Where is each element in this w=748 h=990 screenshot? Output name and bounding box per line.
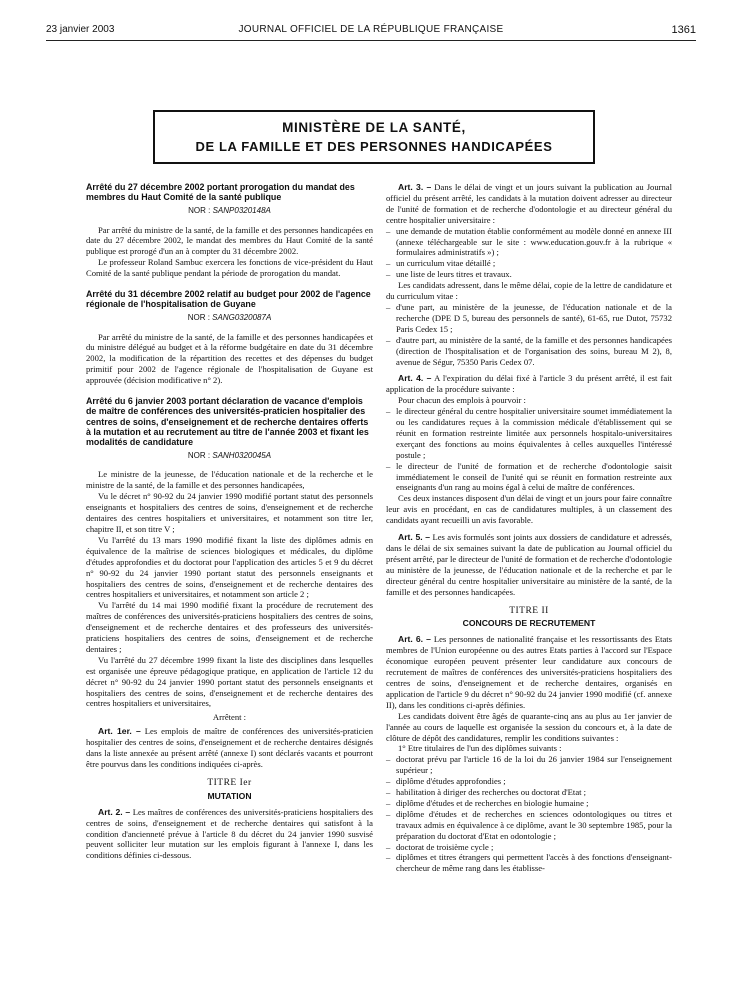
header-rule bbox=[46, 40, 696, 41]
diploma-list bbox=[386, 754, 672, 874]
decree-2-title: Arrêté du 31 décembre 2002 relatif au budget pour 2002 de l'agence régionale de l'hospitalisation de Guyane bbox=[86, 289, 371, 310]
decree-2-paragraph: Par arrêté du ministre de la santé, de la famille et des personnes handicapées et du ministre délégué au budget et à la réforme budgétaire en date du 31 décembre 2002, la modification de la répartition des recettes et des dépenses du budget primitif pour 2002 de l'agence régionale de l'hospitalisation de Guyane est approuvée (décision modificative n° 2). bbox=[86, 331, 373, 386]
article-3-list bbox=[386, 226, 672, 281]
decree-1-paragraph: Le professeur Roland Sambuc exercera les fonctions de vice-président du Haut Comité de la santé publique pendant la période de prorogation du mandat. bbox=[86, 257, 373, 279]
article-6-paragraph: Les candidats doivent être âgés de quarante-cinq ans au plus au 1er janvier de l'année au cours de laquelle est organisée la session du concours et, à la date de clôture de dépôt des candidatures, remplir les conditions suivantes : bbox=[386, 710, 672, 743]
article-4: Art. 4. – A l'expiration du délai fixé à l'article 3 du présent arrêté, il est fait application de la procédure suivante : bbox=[386, 373, 672, 395]
article-3: Art. 3. – Dans le délai de vingt et un jours suivant la publication au Journal officiel du présent arrêté, les candidats à la mutation doivent adresser au directeur de l'unité de formation et de recherche d'odontologie et au directeur général du centre hospitalier universitaire : bbox=[386, 182, 672, 225]
list-item: – d'autre part, au ministère de la santé, de la famille et des personnes handicapées (direction de l'hospitalisation et de l'organisation des soins, bureau M 2), 8, avenue de Ségur, 75350 Paris Cedex 07. bbox=[386, 335, 672, 368]
titre-2-heading: TITRE II bbox=[509, 605, 549, 616]
article-2: Art. 2. – Les maîtres de conférences des universités-praticiens hospitaliers des centres de soins, d'enseignement et de recherche dentaires qui satisfont à la condition d'ancienneté prévue à l'article 8 du décret du 24 janvier 1990 susvisé peuvent solliciter leur mutation sur les emplois figurant à l'annexe I, dans les conditions définies ci-dessous. bbox=[86, 806, 373, 861]
list-item: – une liste de leurs titres et travaux. bbox=[386, 269, 672, 280]
decree-1-title: Arrêté du 27 décembre 2002 portant prorogation du mandat des membres du Haut Comité de la santé publique bbox=[86, 182, 355, 203]
decree-3-paragraph: Vu le décret n° 90-92 du 24 janvier 1990 modifié portant statut des personnels enseignants et hospitaliers des centres de soins, d'enseignement et de recherche dentaires des centres hospitaliers et universitaires, et notamment son titre Ier, chapitre II, et son titre V ; bbox=[86, 491, 373, 534]
header-journal-title: JOURNAL OFFICIEL DE LA RÉPUBLIQUE FRANÇAISE bbox=[238, 24, 504, 35]
arretent-label: Arrêtent : bbox=[212, 712, 247, 723]
article-3-address-list bbox=[386, 302, 672, 367]
list-item: – doctorat de troisième cycle ; bbox=[386, 842, 672, 853]
left-column bbox=[86, 182, 373, 861]
titre-1-heading: TITRE Ier bbox=[207, 777, 252, 788]
decree-3-title: Arrêté du 6 janvier 2003 portant déclaration de vacance d'emplois de maître de conférences des universités-praticien hospitalier des centres de soins, d'enseignement et de recherche dentaires offerts à la mutation et au recrutement au titre de l'année 2003 et fixant les modalités de candidature bbox=[86, 396, 369, 448]
list-item: – doctorat prévu par l'article 16 de la loi du 26 janvier 1984 sur l'enseignement supérieur ; bbox=[386, 754, 672, 776]
list-item: – un curriculum vitae détaillé ; bbox=[386, 258, 672, 269]
ministry-title-line2: DE LA FAMILLE ET DES PERSONNES HANDICAPÉES bbox=[195, 139, 553, 154]
article-4-paragraph: Pour chacun des emplois à pourvoir : bbox=[398, 395, 526, 406]
decree-1-paragraph: Par arrêté du ministre de la santé, de la famille et des personnes handicapées en date du 27 décembre 2002, le mandat des membres du Haut Comité de la santé publique est prorogé d'un an à compter du 31 décembre 2002. bbox=[86, 224, 373, 257]
article-5: Art. 5. – Les avis formulés sont joints aux dossiers de candidature et adressés, dans le délai de six semaines suivant la date de publication au Journal officiel du présent arrêté, par le directeur de l'unité de formation et de recherche d'odontologie au ministère de la jeunesse, de l'éducation nationale et de la recherche et par le directeur général du centre hospitalier universitaire au ministère de la santé, de la famille et des personnes handicapées. bbox=[386, 532, 672, 597]
right-column bbox=[386, 182, 672, 874]
ministry-title-line1: MINISTÈRE DE LA SANTÉ, bbox=[282, 120, 466, 135]
header-date: 23 janvier 2003 bbox=[46, 24, 115, 35]
ministry-box bbox=[153, 110, 595, 164]
decree-3-paragraph: Vu l'arrêté du 13 mars 1990 modifié fixant la liste des diplômes admis en équivalence de la maîtrise de sciences biologiques et médicales, du diplôme d'études approfondies et du doctorat pour l'application des articles 5 et 9 du décret n° 90-92 du 24 janvier 1990 portant statut des personnels enseignants et hospitaliers des centres de soins, d'enseignement et de recherche dentaires des centres hospitaliers et universitaires, et notamment son article 2 ; bbox=[86, 534, 373, 600]
decree-3-paragraph: Vu l'arrêté du 27 décembre 1999 fixant la liste des disciplines dans lesquelles est organisée une épreuve pédagogique pratique, en application de l'article 12 du décret n° 90-92 du 24 janvier 1990 portant statut des personnels enseignants et hospitaliers des centres de soins, d'enseignement et de recherche dentaires des centres hospitaliers et universitaires, bbox=[86, 654, 373, 709]
list-item: – diplôme d'études approfondies ; bbox=[386, 776, 672, 787]
list-item: – le directeur de l'unité de formation et de recherche d'odontologie saisit immédiatement le conseil de l'unité qui se réunit en formation restreinte aux enseignants d'un rang au moins égal à celui de maître de conférences. bbox=[386, 461, 672, 494]
decree-3-paragraph: Le ministre de la jeunesse, de l'éducation nationale et de la recherche et le ministre de la santé, de la famille et des personnes handicapées, bbox=[86, 469, 373, 491]
list-item: – diplôme d'études et de recherches en biologie humaine ; bbox=[386, 798, 672, 809]
decree-2-nor: NOR : SANG0320087A bbox=[187, 312, 272, 322]
article-1: Art. 1er. – Les emplois de maître de conférences des universités-praticien hospitalier des centres de soins, d'enseignement et de recherche dentaires désignés dans la liste annexée au présent arrêté (annexe I) sont déclarés vacants et pourront être pourvus dans les conditions indiquées ci-après. bbox=[86, 726, 373, 770]
list-item: – le directeur général du centre hospitalier universitaire soumet immédiatement la ou les candidatures reçues à la commission médicale d'établissement qui se réunit en formation restreinte limitée aux personnels hospitalo-universitaires exerçant des fonctions au moins équivalentes à celles auxquelles l'intéressé postule ; bbox=[386, 406, 672, 461]
header-page-number: 1361 bbox=[671, 24, 696, 36]
decree-3-paragraph: Vu l'arrêté du 14 mai 1990 modifié fixant la procédure de recrutement des maîtres de conférences des universités-praticiens hospitaliers des centres de soins, d'enseignement et de recherche dentaires et des professeurs des universités-praticiens hospitaliers des centres de soins, d'enseignement et de recherche dentaires ; bbox=[86, 600, 373, 654]
list-item: – diplôme d'études et de recherches en sciences odontologiques ou titres et travaux admis en équivalence à ce diplôme, avant le 30 septembre 1985, pour la préparation du doctorat d'Etat en odontologie ; bbox=[386, 809, 672, 842]
decree-3-nor: NOR : SANH0320045A bbox=[187, 450, 272, 460]
article-6-paragraph: 1° Etre titulaires de l'un des diplômes suivants : bbox=[398, 743, 562, 754]
page-header bbox=[46, 22, 696, 38]
list-item: – habilitation à diriger des recherches ou doctorat d'Etat ; bbox=[386, 787, 672, 798]
list-item: – diplômes et titres étrangers qui permettent l'accès à des fonctions d'enseignant-chercheur de même rang dans les établisse- bbox=[386, 852, 672, 874]
decree-1-nor: NOR : SANP0320148A bbox=[188, 205, 271, 215]
list-item: – d'une part, au ministère de la jeunesse, de l'éducation nationale et de la recherche (DPE D 5, bureau des personnels de santé), 61-65, rue Dutot, 75732 Paris Cedex 15 ; bbox=[386, 302, 672, 335]
titre-1-subtitle: MUTATION bbox=[207, 790, 252, 801]
titre-2-subtitle: CONCOURS DE RECRUTEMENT bbox=[462, 618, 596, 629]
article-4-paragraph: Ces deux instances disposent d'un délai de vingt et un jours pour faire connaître leur avis en procédant, en cas de candidatures multiples, à un classement des candidats ayant recueilli un avis favorable. bbox=[386, 493, 672, 526]
list-item: – une demande de mutation établie conformément au modèle donné en annexe III (annexe téléchargeable sur le site : www.education.gouv.fr à la rubrique « formulaires administratifs ») ; bbox=[386, 226, 672, 259]
article-6: Art. 6. – Les personnes de nationalité française et les ressortissants des Etats membres de l'Union européenne ou des autres Etats parties à l'accord sur l'Espace économique européen peuvent présenter leur candidature aux concours de recrutement de maîtres de conférences des universités-praticiens hospitaliers des centres de soins, d'enseignement et de recherche dentaires, organisés en application de l'article 9 du décret n° 90-92 du 24 janvier 1990 modifié (cf. annexe II), dans les conditions ci-après définies. bbox=[386, 634, 672, 710]
article-4-list bbox=[386, 406, 672, 493]
article-3-paragraph: Les candidats adressent, dans le même délai, copie de la lettre de candidature et du curriculum vitae : bbox=[386, 280, 672, 302]
